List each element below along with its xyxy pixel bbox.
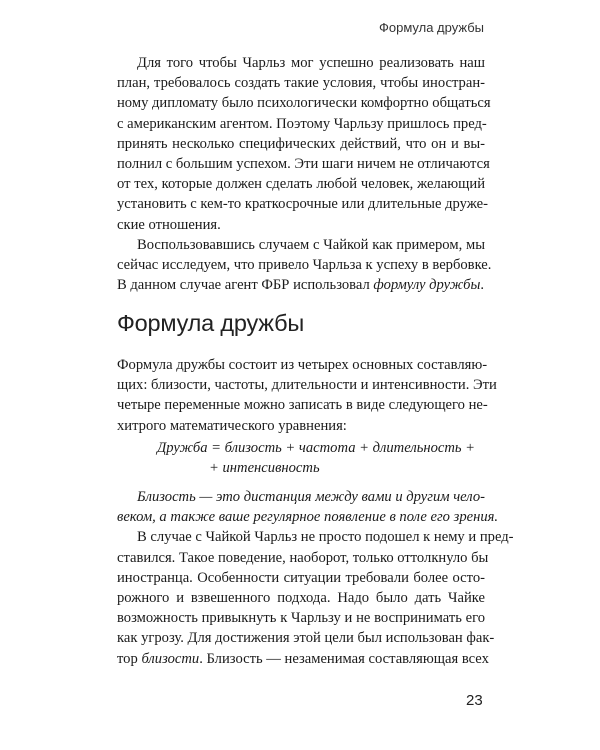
body-line: рожного и взвешенного подхода. Надо было дать Чайке xyxy=(117,590,485,607)
body-line-mixed xyxy=(117,649,489,669)
body-paragraph-intro xyxy=(117,355,497,436)
body-line: установить с кем-то краткосрочные или длительные друже- xyxy=(117,196,488,213)
body-line: принять несколько специфических действий, что он и вы- xyxy=(117,135,485,152)
body-line: иностранца. Особенности ситуации требовали более осто- xyxy=(117,569,485,586)
body-line: Воспользовавшись случаем с Чайкой как примером, мы xyxy=(137,236,485,253)
text-run: . xyxy=(480,277,485,294)
body-line: В случае с Чайкой Чарльз не просто подошел к нему и пред- xyxy=(137,529,514,546)
running-head: Формула дружбы xyxy=(378,20,484,35)
body-line: хитрого математического уравнения: xyxy=(117,417,347,434)
body-line-mixed xyxy=(117,275,485,295)
italic-term: близости xyxy=(141,650,200,667)
italic-text: веком, а также ваше регулярное появление в поле его зрения. xyxy=(117,509,499,526)
body-line: ному дипломату было психологически комфортно общаться xyxy=(117,95,491,112)
body-line: возможность привыкнуть к Чарльзу и не воспринимать его xyxy=(117,610,485,627)
text-run: . Близость — незаменимая составляющая всех xyxy=(199,650,489,667)
body-line: как угрозу. Для достижения этой цели был использован фак- xyxy=(117,630,495,647)
body-line: полнил с большим успехом. Эти шаги ничем не отличаются xyxy=(117,156,490,173)
body-line: Для того чтобы Чарльз мог успешно реализовать наш xyxy=(137,55,485,71)
body-line: Формула дружбы состоит из четырех основных составляю- xyxy=(117,357,488,373)
italic-line xyxy=(117,507,499,527)
body-line: ские отношения. xyxy=(117,216,221,233)
formula-line: Дружба = близость + частота + длительность + xyxy=(157,440,476,456)
body-line: от тех, которые должен сделать любой человек, желающий xyxy=(117,176,485,193)
body-line: с американским агентом. Поэтому Чарльзу пришлось пред- xyxy=(117,115,487,132)
formula-line: + интенсивность xyxy=(209,460,320,477)
text-run: тор xyxy=(117,650,142,667)
italic-term: формулу дружбы xyxy=(373,277,481,294)
italic-text: Близость — это дистанция между вами и другим чело- xyxy=(137,489,485,505)
body-paragraphs-top xyxy=(117,53,492,295)
body-line: четыре переменные можно записать в виде следующего не- xyxy=(117,397,488,414)
body-line: сейчас исследуем, что привело Чарльза к успеху в вербовке. xyxy=(117,257,492,274)
section-heading: Формула дружбы xyxy=(117,310,305,336)
body-line: щих: близости, частоты, длительности и интенсивности. Эти xyxy=(117,377,497,394)
body-line: ставился. Такое поведение, наоборот, только оттолкнуло бы xyxy=(117,549,489,566)
italic-line xyxy=(117,487,485,507)
formula-block xyxy=(117,438,485,478)
page-number: 23 xyxy=(466,692,483,709)
body-paragraph-bottom xyxy=(117,487,514,669)
text-run: В данном случае агент ФБР использовал xyxy=(117,277,374,294)
body-line: план, требовалось создать такие условия, чтобы иностран- xyxy=(117,75,485,92)
